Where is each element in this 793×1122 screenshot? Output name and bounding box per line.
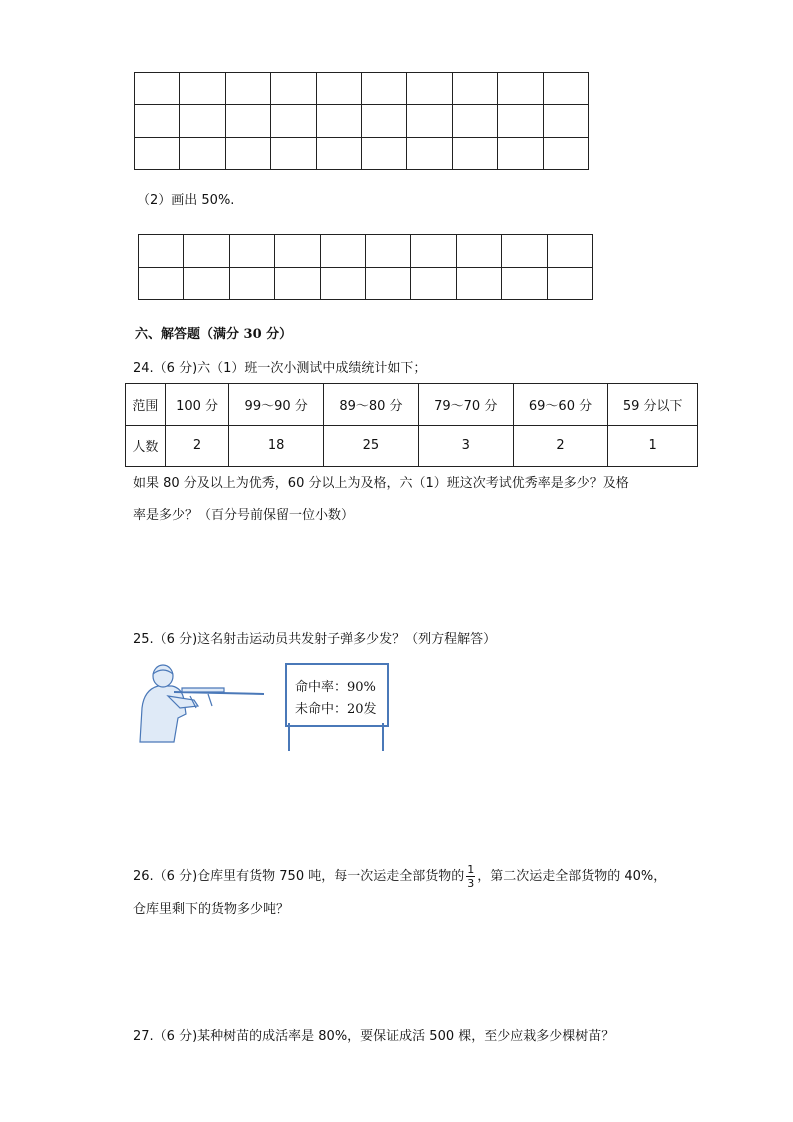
table-cell: 2: [165, 425, 228, 467]
table-cell: 1: [608, 425, 698, 467]
board-miss-count: 未命中：20发: [295, 702, 377, 717]
table-cell: 89～80 分: [324, 384, 419, 426]
grid-cell: [407, 73, 452, 105]
shooter-illustration: [138, 660, 268, 744]
grid-cell: [411, 267, 456, 300]
grid-cell: [184, 267, 229, 300]
table-cell: 59 分以下: [608, 384, 698, 426]
grid-cell: [271, 137, 316, 169]
grid-cell: [320, 235, 365, 268]
q26-part2: ，第二次运走全部货物的 40%，: [477, 869, 667, 884]
table-cell: 18: [229, 425, 324, 467]
grid-cell: [452, 137, 497, 169]
grid-row: [139, 235, 593, 268]
table-cell: 100 分: [165, 384, 228, 426]
grid-cell: [320, 267, 365, 300]
grid-cell: [407, 137, 452, 169]
q26-line2: 仓库里剩下的货物多少吨？: [133, 902, 290, 917]
grid-cell: [365, 235, 410, 268]
table-cell: 3: [418, 425, 513, 467]
grid-cell: [452, 105, 497, 137]
grid-cell: [229, 235, 274, 268]
grid-cell: [271, 105, 316, 137]
percent-grid-2: [138, 234, 593, 300]
q27-prompt: 27.（6 分)某种树苗的成活率是 80%，要保证成活 500 棵，至少应栽多少棵树苗？: [133, 1029, 615, 1044]
grid-cell: [135, 73, 180, 105]
table-cell: 2: [513, 425, 608, 467]
table-cell: 69～60 分: [513, 384, 608, 426]
grid-cell: [135, 105, 180, 137]
grid-cell: [411, 235, 456, 268]
grid-cell: [543, 137, 588, 169]
grid-cell: [361, 73, 406, 105]
table-cell: 25: [324, 425, 419, 467]
grid-cell: [229, 267, 274, 300]
grid-cell: [180, 73, 225, 105]
grid-cell: [271, 73, 316, 105]
grid-cell: [316, 137, 361, 169]
grid-row: [135, 137, 589, 169]
grid-cell: [498, 105, 543, 137]
q26-part1: 26.（6 分)仓库里有货物 750 吨，每一次运走全部货物的: [133, 869, 465, 884]
table-cell: 99～90 分: [229, 384, 324, 426]
grid-cell: [543, 105, 588, 137]
grid-cell: [180, 105, 225, 137]
grid-cell: [316, 105, 361, 137]
grid-cell: [139, 267, 184, 300]
percent-grid-1: [134, 72, 589, 170]
q24-question-line1: 如果 80 分及以上为优秀，60 分以上为及格，六（1）班这次考试优秀率是多少？及格: [133, 476, 629, 491]
grid-cell: [184, 235, 229, 268]
q24-question-line2: 率是多少？（百分号前保留一位小数）: [133, 508, 355, 523]
fraction-denominator: 3: [467, 877, 475, 890]
part2-label: （2）画出 50%.: [137, 193, 235, 208]
grid-cell: [547, 235, 592, 268]
grid-cell: [456, 267, 501, 300]
grid-row: [139, 267, 593, 300]
grid-cell: [365, 267, 410, 300]
fraction-one-third: [466, 864, 475, 889]
table-cell: 79～70 分: [418, 384, 513, 426]
table-cell: 范围: [126, 384, 166, 426]
grid-cell: [498, 73, 543, 105]
board-hit-rate: 命中率：90%: [295, 680, 376, 695]
score-table: [125, 383, 698, 467]
fraction-numerator: 1: [467, 863, 475, 876]
grid-cell: [502, 235, 547, 268]
grid-cell: [407, 105, 452, 137]
grid-cell: [547, 267, 592, 300]
grid-cell: [225, 73, 270, 105]
grid-cell: [361, 105, 406, 137]
grid-cell: [456, 235, 501, 268]
grid-cell: [135, 137, 180, 169]
grid-cell: [543, 73, 588, 105]
grid-cell: [275, 235, 320, 268]
q24-prompt: 24.（6 分)六（1）班一次小测试中成绩统计如下；: [133, 361, 427, 376]
grid-cell: [180, 137, 225, 169]
grid-cell: [139, 235, 184, 268]
q26-line1: [133, 864, 666, 889]
info-board: [285, 663, 389, 751]
grid-cell: [502, 267, 547, 300]
grid-cell: [275, 267, 320, 300]
section-heading: 六、解答题（满分 30 分）: [135, 327, 293, 342]
grid-cell: [225, 105, 270, 137]
grid-cell: [225, 137, 270, 169]
grid-row: [135, 105, 589, 137]
table-cell: 人数: [126, 425, 166, 467]
grid-cell: [361, 137, 406, 169]
grid-cell: [316, 73, 361, 105]
grid-row: [135, 73, 589, 105]
q25-prompt: 25.（6 分)这名射击运动员共发射子弹多少发？（列方程解答）: [133, 632, 497, 647]
grid-cell: [498, 137, 543, 169]
grid-cell: [452, 73, 497, 105]
score-table-count-row: [126, 425, 698, 467]
score-table-header-row: [126, 384, 698, 426]
